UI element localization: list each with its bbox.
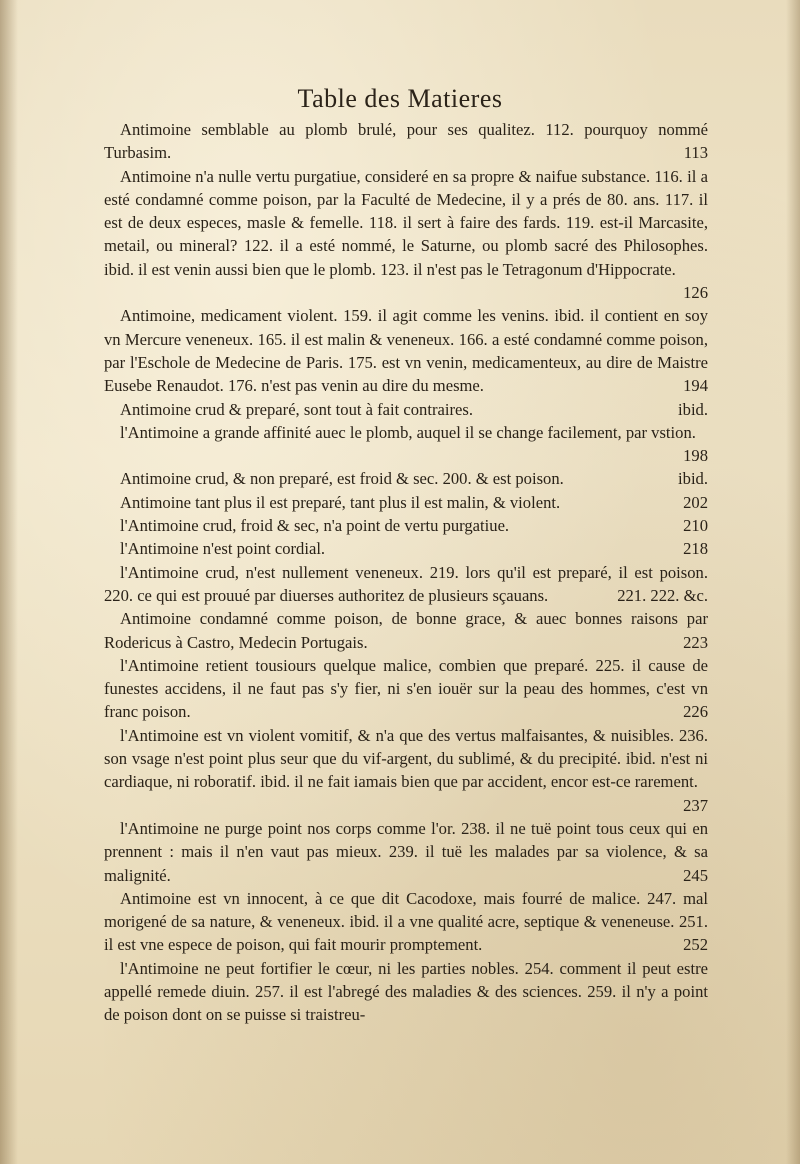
- running-header: Table des Matieres: [297, 84, 503, 113]
- index-entry: [104, 607, 708, 654]
- page-reference: 113: [683, 143, 708, 163]
- entry-text: Antimoine crud & preparé, sont tout à fait contraires.: [120, 399, 473, 419]
- entry-text: l'Antimoine retient tousiours quelque malice, combien que preparé. 225. il cause de funestes accidens, il ne faut pas s'y fier, ni s'en iouër sur la peau des hommes, c'est vn franc poison.: [104, 655, 708, 722]
- entry-text: l'Antimoine ne peut fortifier le cœur, ni les parties nobles. 254. comment il peut estre appellé remede diuin. 257. il est l'abregé des maladies & des sciences. 259. il n'y a point de poison dont on se puisse si traistreu-: [104, 958, 708, 1025]
- index-entry: [104, 537, 708, 560]
- index-entry: [104, 165, 708, 305]
- index-entry: [104, 654, 708, 724]
- entry-text: Antimoine est vn innocent, à ce que dit Cacodoxe, mais fourré de malice. 247. mal morigené de sa nature, & veneneux. ibid. il a vne qualité acre, septique & veneneuse. 251. il est vne espece de poison, qui fait mourir promptement.: [104, 888, 708, 955]
- page-reference: 223: [683, 632, 708, 652]
- index-entry: [104, 887, 708, 957]
- index-entry: [104, 118, 708, 165]
- page-reference: 202: [683, 492, 708, 512]
- entry-text: l'Antimoine est vn violent vomitif, & n'a que des vertus malfaisantes, & nuisibles. 236. son vsage n'est point plus seur que du vif-argent, du sublimé, & du precipité. ibid. n'est ni cardiaque, ni roboratif. ibid. il ne fait iamais bien que par accident, encor est-ce rarement.: [104, 725, 708, 792]
- entry-text: l'Antimoine n'est point cordial.: [120, 539, 326, 559]
- page-reference: 126: [683, 283, 708, 303]
- entry-text: l'Antimoine a grande affinité auec le plomb, auquel il se change facilement, par vstion.: [120, 422, 696, 442]
- index-entry: [104, 724, 708, 817]
- index-entry: [104, 514, 708, 537]
- page-reference: 237: [683, 795, 708, 815]
- entry-text: Antimoine n'a nulle vertu purgatiue, consideré en sa propre & naifue substance. 116. il a esté condamné comme poison, par la Faculté de Medecine, il y a prés de 80. ans. 117. il est de deux especes, masle & femelle. 118. il sert à faire des fards. 119. est-il Marcasite, metail, ou mineral? 122. il a esté nommé, le Saturne, ou plomb sacré des Philosophes. ibid. il est venin aussi bien que le plomb. 123. il n'est pas le Tetragonum d'Hippocrate.: [104, 166, 708, 279]
- page-reference: 245: [683, 865, 708, 885]
- entry-text: Antimoine crud, & non preparé, est froid & sec. 200. & est poison.: [120, 469, 564, 489]
- entry-text: Antimoine condamné comme poison, de bonne grace, & auec bonnes raisons par Rodericus à Castro, Medecin Portugais.: [104, 609, 708, 652]
- index-entry: [104, 421, 708, 468]
- entry-text: Antimoine, medicament violent. 159. il agit comme les venins. ibid. il contient en soy vn Mercure veneneux. 165. il est malin & veneneux. 166. a esté condamné comme poison, par l'Eschole de Medecine de Paris. 175. est vn venin, medicamenteux, au dire de Maistre Eusebe Renaudot. 176. n'est pas venin au dire du mesme.: [104, 306, 708, 396]
- page-edge-shadow-left: [0, 0, 18, 1164]
- index-entry: [104, 491, 708, 514]
- page-reference: 198: [683, 446, 708, 466]
- entry-text: l'Antimoine crud, n'est nullement veneneux. 219. lors qu'il est preparé, il est poison. 220. ce qui est prouué par diuerses authoritez de plusieurs sçauans.: [104, 562, 708, 605]
- page-edge-shadow-right: [786, 0, 800, 1164]
- page-reference: 210: [683, 516, 708, 536]
- entry-text: Antimoine semblable au plomb brulé, pour ses qualitez. 112. pourquoy nommé Turbasim.: [104, 120, 708, 163]
- entry-text: Antimoine tant plus il est preparé, tant plus il est malin, & violent.: [120, 492, 561, 512]
- index-entry: [104, 817, 708, 887]
- index-entry: [104, 957, 708, 1027]
- entry-text: l'Antimoine crud, froid & sec, n'a point de vertu purgatiue.: [120, 516, 510, 536]
- page-reference: 194: [683, 376, 708, 396]
- entry-text: l'Antimoine ne purge point nos corps comme l'or. 238. il ne tuë point tous ceux qui en prennent : mais il n'en vaut pas mieux. 239. il tuë les malades par sa violence, & sa malignité.: [104, 818, 708, 885]
- page-reference: 226: [683, 702, 708, 722]
- page-reference: 252: [683, 935, 708, 955]
- page-reference: ibid.: [678, 399, 708, 419]
- page-reference: 218: [683, 539, 708, 559]
- index-entry: [104, 304, 708, 397]
- page-reference: 221. 222. &c.: [617, 585, 708, 605]
- index-entry: [104, 398, 708, 421]
- index-entry: [104, 467, 708, 490]
- index-entries: [104, 118, 708, 1027]
- page-reference: ibid.: [678, 469, 708, 489]
- index-entry: [104, 561, 708, 608]
